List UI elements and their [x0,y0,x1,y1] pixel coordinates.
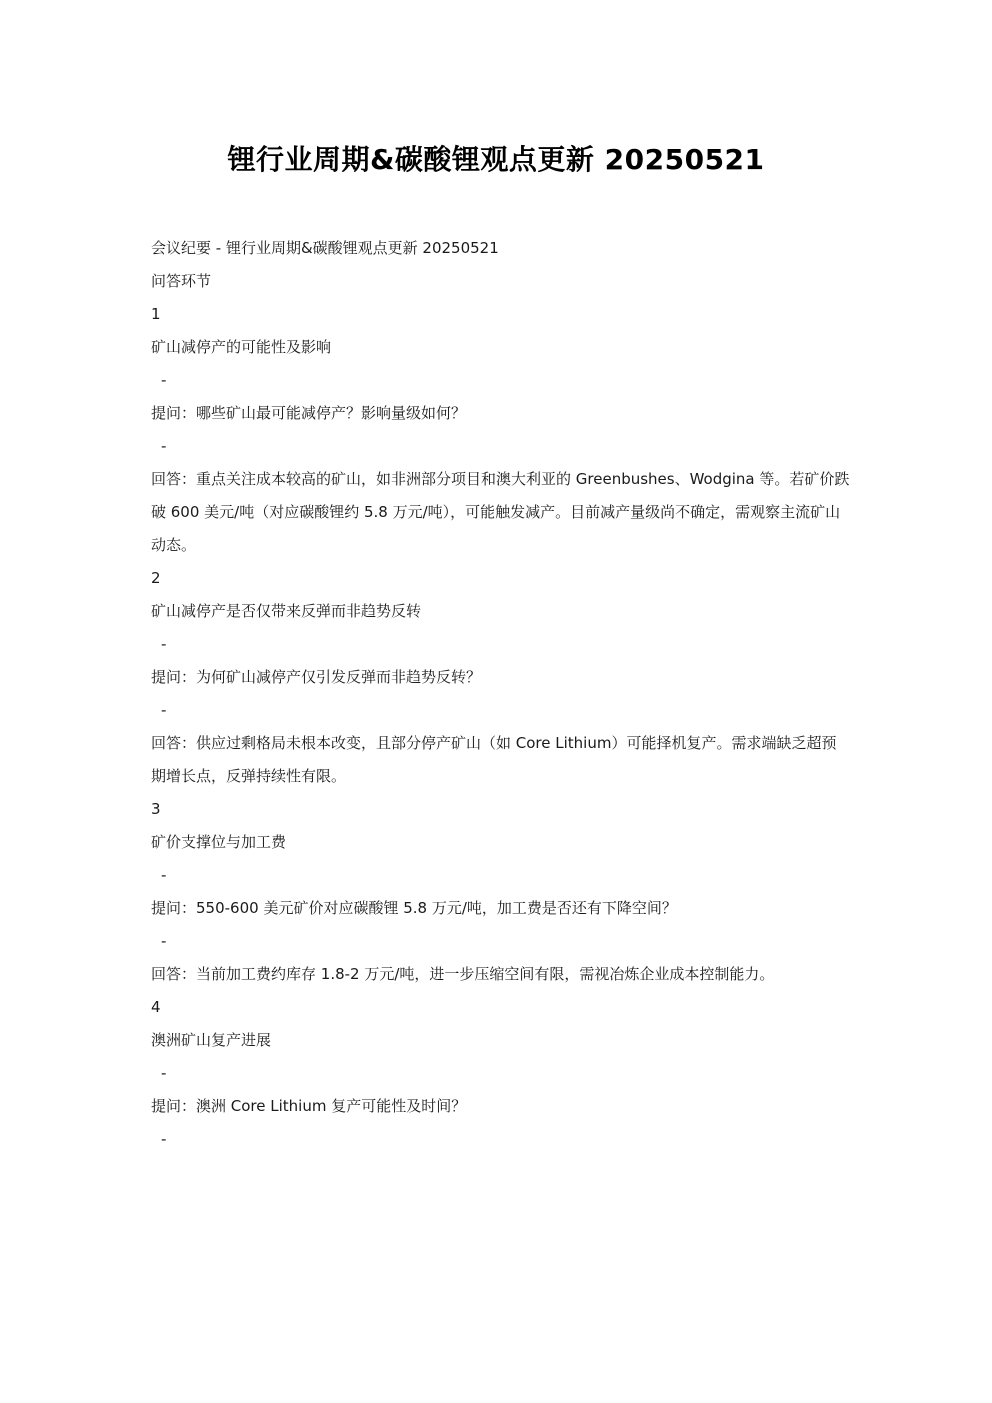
qa-answer: 回答：当前加工费约库存 1.8-2 万元/吨，进一步压缩空间有限，需视冶炼企业成本控制能力。 [151,965,775,983]
qa-item-3 [151,793,851,991]
qa-number: 4 [151,998,161,1016]
qa-separator: - [161,866,167,884]
section-label: 问答环节 [151,272,212,290]
qa-item-2 [151,562,851,793]
qa-topic: 澳洲矿山复产进展 [151,1031,272,1049]
qa-topic: 矿价支撑位与加工费 [151,833,287,851]
qa-separator: - [161,701,167,719]
qa-item-1 [151,298,851,562]
qa-question: 提问：为何矿山减停产仅引发反弹而非趋势反转？ [151,668,482,686]
qa-answer: 回答：重点关注成本较高的矿山，如非洲部分项目和澳大利亚的 Greenbushes、Wodgina 等。若矿价跌破 600 美元/吨（对应碳酸锂约 5.8 万元/吨），可能触发减产。目前减产量级尚不确定，需观察主流矿山动态。 [151,470,850,554]
meeting-subtitle: 会议纪要 - 锂行业周期&碳酸锂观点更新 20250521 [151,239,499,257]
qa-separator: - [161,1064,167,1082]
qa-separator: - [161,437,167,455]
qa-question: 提问：哪些矿山最可能减停产？影响量级如何？ [151,404,467,422]
qa-separator: - [161,1130,167,1148]
document-title: 锂行业周期&碳酸锂观点更新 20250521 [227,143,765,176]
document-body [151,232,851,1156]
qa-separator: - [161,635,167,653]
qa-separator: - [161,932,167,950]
qa-number: 3 [151,800,161,818]
qa-topic: 矿山减停产是否仅带来反弹而非趋势反转 [151,602,422,620]
qa-topic: 矿山减停产的可能性及影响 [151,338,332,356]
qa-question: 提问：550-600 美元矿价对应碳酸锂 5.8 万元/吨，加工费是否还有下降空间？ [151,899,677,917]
qa-number: 1 [151,305,161,323]
qa-separator: - [161,371,167,389]
qa-question: 提问：澳洲 Core Lithium 复产可能性及时间？ [151,1097,467,1115]
qa-answer: 回答：供应过剩格局未根本改变，且部分停产矿山（如 Core Lithium）可能择机复产。需求端缺乏超预期增长点，反弹持续性有限。 [151,734,837,785]
qa-number: 2 [151,569,161,587]
qa-item-4 [151,991,851,1156]
